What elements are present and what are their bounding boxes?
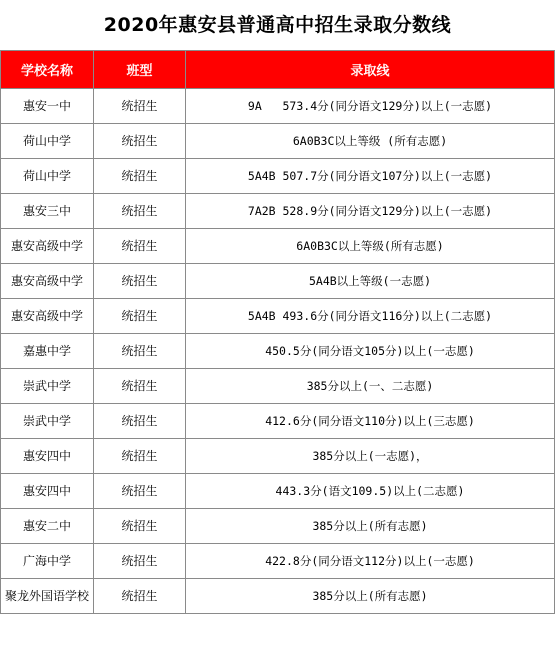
cutoff-cell: 7A2B 528.9分(同分语文129分)以上(一志愿) <box>186 194 555 229</box>
class-type-cell: 统招生 <box>94 159 186 194</box>
cutoff-cell: 385分以上(一志愿)， <box>186 439 555 474</box>
table-row <box>1 474 555 509</box>
cutoff-cell: 5A4B 493.6分(同分语文116分)以上(二志愿) <box>186 299 555 334</box>
school-cell: 荷山中学 <box>1 159 94 194</box>
table-row <box>1 229 555 264</box>
school-cell: 惠安高级中学 <box>1 229 94 264</box>
table-row <box>1 369 555 404</box>
table-row <box>1 264 555 299</box>
school-cell: 惠安四中 <box>1 474 94 509</box>
cutoff-cell: 422.8分(同分语文112分)以上(一志愿) <box>186 544 555 579</box>
table-row <box>1 89 555 124</box>
cutoff-table <box>0 50 555 614</box>
header-school: 学校名称 <box>1 51 94 89</box>
class-type-cell: 统招生 <box>94 544 186 579</box>
table-row <box>1 334 555 369</box>
table-row <box>1 404 555 439</box>
cutoff-cell: 5A4B以上等级(一志愿) <box>186 264 555 299</box>
table-row <box>1 299 555 334</box>
cutoff-cell: 6A0B3C以上等级(所有志愿) <box>186 229 555 264</box>
class-type-cell: 统招生 <box>94 334 186 369</box>
table-row <box>1 544 555 579</box>
cutoff-cell: 385分以上(所有志愿) <box>186 579 555 614</box>
school-cell: 惠安四中 <box>1 439 94 474</box>
class-type-cell: 统招生 <box>94 124 186 159</box>
table-row <box>1 159 555 194</box>
class-type-cell: 统招生 <box>94 299 186 334</box>
cutoff-cell: 5A4B 507.7分(同分语文107分)以上(一志愿) <box>186 159 555 194</box>
school-cell: 惠安高级中学 <box>1 264 94 299</box>
school-cell: 广海中学 <box>1 544 94 579</box>
school-cell: 惠安一中 <box>1 89 94 124</box>
table-row <box>1 579 555 614</box>
school-cell: 惠安高级中学 <box>1 299 94 334</box>
class-type-cell: 统招生 <box>94 89 186 124</box>
class-type-cell: 统招生 <box>94 509 186 544</box>
class-type-cell: 统招生 <box>94 229 186 264</box>
school-cell: 聚龙外国语学校 <box>1 579 94 614</box>
class-type-cell: 统招生 <box>94 194 186 229</box>
school-cell: 惠安二中 <box>1 509 94 544</box>
school-cell: 崇武中学 <box>1 369 94 404</box>
class-type-cell: 统招生 <box>94 439 186 474</box>
cutoff-cell: 443.3分(语文109.5)以上(二志愿) <box>186 474 555 509</box>
page-title: 2020年惠安县普通高中招生录取分数线 <box>103 14 452 36</box>
header-row <box>1 51 555 89</box>
header-class-type: 班型 <box>94 51 186 89</box>
class-type-cell: 统招生 <box>94 264 186 299</box>
table-row <box>1 509 555 544</box>
school-cell: 荷山中学 <box>1 124 94 159</box>
table-row <box>1 439 555 474</box>
table-row <box>1 194 555 229</box>
cutoff-cell: 9A 573.4分(同分语文129分)以上(一志愿) <box>186 89 555 124</box>
school-cell: 嘉惠中学 <box>1 334 94 369</box>
table-row <box>1 124 555 159</box>
cutoff-cell: 412.6分(同分语文110分)以上(三志愿) <box>186 404 555 439</box>
cutoff-cell: 450.5分(同分语文105分)以上(一志愿) <box>186 334 555 369</box>
header-cutoff: 录取线 <box>186 51 555 89</box>
cutoff-cell: 6A0B3C以上等级 (所有志愿) <box>186 124 555 159</box>
class-type-cell: 统招生 <box>94 474 186 509</box>
class-type-cell: 统招生 <box>94 579 186 614</box>
class-type-cell: 统招生 <box>94 404 186 439</box>
school-cell: 崇武中学 <box>1 404 94 439</box>
class-type-cell: 统招生 <box>94 369 186 404</box>
cutoff-cell: 385分以上(一、二志愿) <box>186 369 555 404</box>
cutoff-cell: 385分以上(所有志愿) <box>186 509 555 544</box>
school-cell: 惠安三中 <box>1 194 94 229</box>
